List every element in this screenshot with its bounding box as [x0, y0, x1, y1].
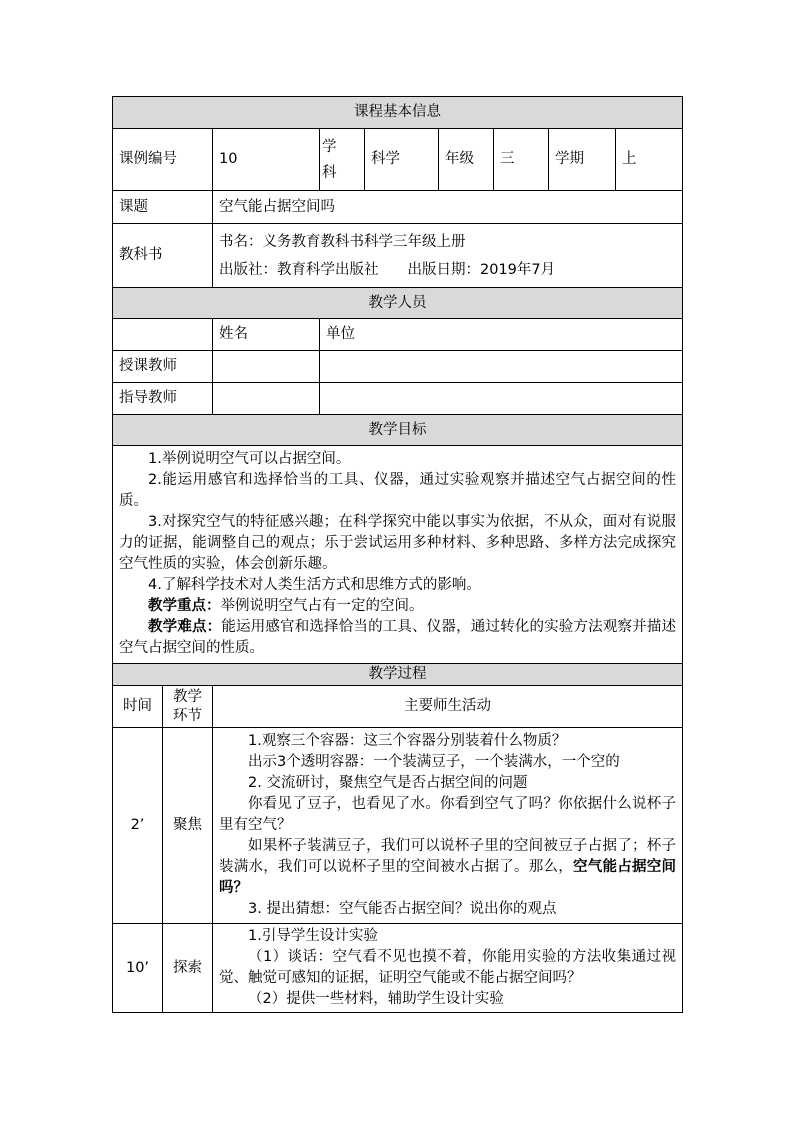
activity-line: 3. 提出猜想：空气能否占据空间？说出你的观点: [248, 901, 557, 917]
row-explore-stage: 探索: [163, 924, 213, 1013]
staff-corner-cell: [113, 319, 213, 351]
teacher-name: [213, 351, 320, 383]
stage-col-header-1: 教学: [173, 688, 202, 705]
mentor-unit: [320, 383, 683, 415]
key-point: [119, 596, 676, 617]
staff-unit-col: 单位: [320, 319, 683, 351]
goal-3: 3.对探究空气的特征感兴趣；在科学探究中能以事实为依据，不从众，面对有说服力的证据，能调整自己的观点；乐于尝试运用多种材料、多种思路、多样方法完成探究空气性质的实验，体会创新乐趣。: [119, 514, 677, 572]
term-value: 上: [616, 129, 683, 191]
term-label: 学期: [549, 129, 616, 191]
goals-content: [113, 446, 683, 664]
topic-value: 空气能占据空间吗: [213, 191, 683, 224]
activity-line: （2）提供一些材料，辅助学生设计实验: [248, 991, 504, 1007]
key-point-text: 举例说明空气占有一定的空间。: [220, 598, 424, 614]
textbook-publisher: 出版社：教育科学出版社 出版日期：2019年7月: [219, 261, 556, 278]
activity-line: （1）谈话：空气看不见也摸不着，你能用实验的方法收集通过视觉、触觉可感知的证据，证明空气能或不能占据空间吗？: [219, 949, 677, 986]
activity-line: 你看见了豆子，也看见了水。你看到空气了吗？你依据什么说杯子里有空气？: [219, 796, 677, 833]
stage-col-header-2: 环节: [173, 707, 202, 724]
activity-text: 如果杯子装满豆子，我们可以说杯子里的空间被豆子占据了；杯子装满水，我们可以说杯子里的空间被水占据了。那么，: [219, 838, 677, 875]
row-explore-activity: [213, 924, 683, 1013]
activity-line: 2. 交流研讨，聚焦空气是否占据空间的问题: [248, 775, 528, 791]
activity-line: 1.观察三个容器：这三个容器分别装着什么物质？: [248, 733, 567, 749]
activity-question: 空气能占据空间吗？: [219, 859, 677, 896]
key-point-label: 教学重点：: [148, 598, 221, 614]
row-focus-time: 2’: [113, 728, 163, 924]
difficulty-label: 教学难点：: [148, 619, 222, 635]
textbook-name: 书名：义务教育教科书科学三年级上册: [219, 233, 466, 250]
difficulty-text: 能运用感官和选择恰当的工具、仪器，通过转化的实验方法观察并描述空气占据空间的性质。: [119, 619, 677, 656]
row-explore-time: 10’: [113, 924, 163, 1013]
difficulty: [119, 617, 676, 659]
section-header-staff: 教学人员: [113, 288, 683, 319]
goal-1: 1.举例说明空气可以占据空间。: [148, 451, 351, 467]
textbook-info: [213, 224, 683, 288]
activity-line: 1.引导学生设计实验: [248, 928, 378, 944]
course-id-label: 课例编号: [113, 129, 213, 191]
course-table: [112, 96, 683, 1013]
subject-label-char-2: 科: [322, 164, 337, 181]
row-focus-stage: 聚焦: [163, 728, 213, 924]
subject-label-char-1: 学: [322, 138, 337, 155]
grade-label: 年级: [439, 129, 494, 191]
teacher-unit: [320, 351, 683, 383]
section-header-process: 教学过程: [113, 664, 683, 686]
goal-2: 2.能运用感官和选择恰当的工具、仪器，通过实验观察并描述空气占据空间的性质。: [119, 472, 677, 509]
activity-col-header: 主要师生活动: [213, 686, 683, 728]
subject-value: 科学: [365, 129, 439, 191]
stage-col-header: [163, 686, 213, 728]
activity-line: [219, 836, 676, 899]
section-header-basic-info: 课程基本信息: [113, 97, 683, 129]
row-focus-activity: [213, 728, 683, 924]
time-col-header: 时间: [113, 686, 163, 728]
staff-name-col: 姓名: [213, 319, 320, 351]
goal-4: 4.了解科学技术对人类生活方式和思维方式的影响。: [148, 577, 481, 593]
activity-line: 出示3个透明容器：一个装满豆子，一个装满水，一个空的: [248, 754, 620, 770]
teacher-label: 授课教师: [113, 351, 213, 383]
section-header-goals: 教学目标: [113, 415, 683, 446]
subject-label: [320, 129, 365, 191]
textbook-label: 教科书: [113, 224, 213, 288]
grade-value: 三: [494, 129, 549, 191]
mentor-label: 指导教师: [113, 383, 213, 415]
course-id-value: 10: [213, 129, 320, 191]
mentor-name: [213, 383, 320, 415]
topic-label: 课题: [113, 191, 213, 224]
